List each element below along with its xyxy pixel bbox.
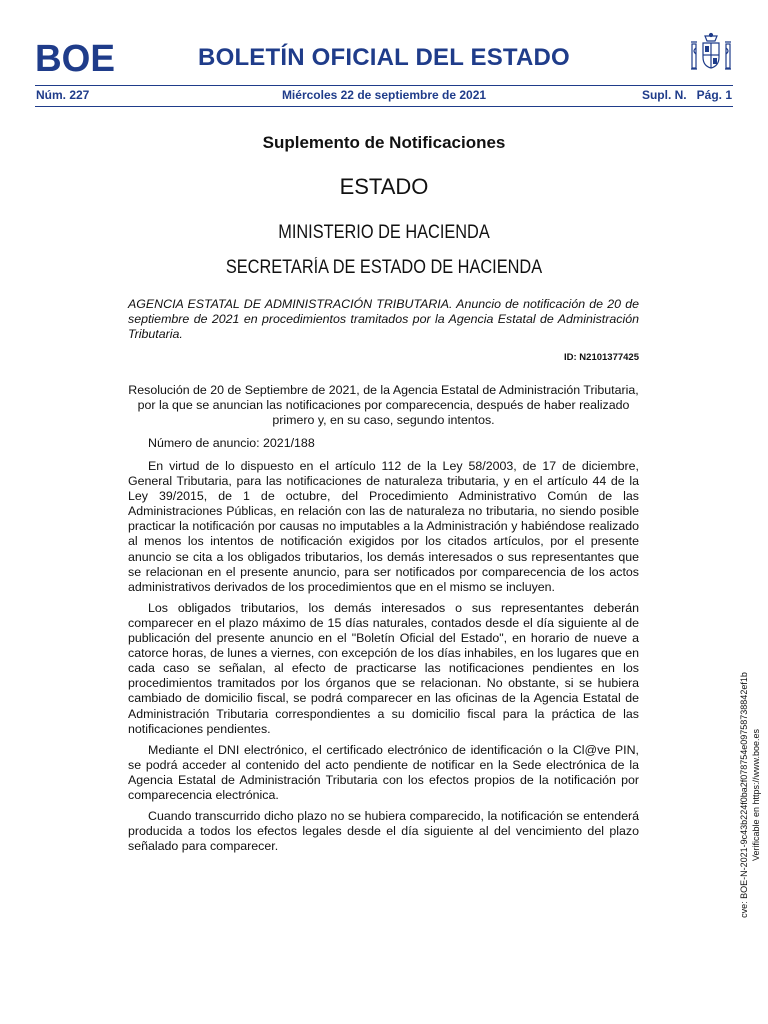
verification-code: cve: BOE-N-2021-9c43b224f0ba2f078754e09758738842ef1b — [739, 672, 749, 918]
issue-number: Núm. 227 — [36, 88, 90, 102]
announcement-summary: AGENCIA ESTATAL DE ADMINISTRACIÓN TRIBUTARIA. Anuncio de notificación de 20 de septiembre de 2021 en procedimientos tramitados por la Agencia Estatal de Administración Tributaria. — [128, 297, 639, 342]
page-number: Supl. N. Pág. 1 — [641, 88, 732, 102]
announcement-number: Número de anuncio: 2021/188 — [148, 436, 315, 450]
ministry-heading: MINISTERIO DE HACIENDA — [278, 222, 490, 243]
supplement-title: Suplemento de Notificaciones — [262, 133, 506, 152]
page-title: BOLETÍN OFICIAL DEL ESTADO — [198, 44, 570, 71]
issue-date: Miércoles 22 de septiembre de 2021 — [281, 88, 487, 102]
body-paragraph: En virtud de lo dispuesto en el artículo 112 de la Ley 58/2003, de 17 de diciembre, General Tributaria, para las notificaciones de naturaleza tributaria, y en el artículo 44 de la Ley 39/2015, de 1 de octubre, del Procedimiento Administrativo Común de las Administraciones Públicas, en relación con las de naturaleza no tributaria, no siendo posible practicar la notificación por causas no imputables a la Administración y habiéndose realizado al menos los intentos de notificación exigidos por los citados artículos, por el presente anuncio se cita a los obligados tributarios, los demás interesados o sus representantes que se relacionan en el presente anuncio, para ser notificados por comparecencia de los actos administrativos derivados de los procedimientos que en el mismo se incluyen. — [128, 459, 639, 594]
verification-url: Verificable en https://www.boe.es — [751, 728, 761, 862]
body-paragraph: Mediante el DNI electrónico, el certificado electrónico de identificación o la Cl@ve PIN, se podrá acceder al contenido del acto pendiente de notificar en la Sede electrónica de la Agencia Estatal de Administración Tributaria con los efectos propios de la notificación por comparecencia electrónica. — [128, 742, 639, 802]
header-rule-top — [35, 85, 733, 86]
boe-logo-text: BOE — [35, 40, 115, 74]
header-rule-bottom — [35, 106, 733, 107]
body-paragraph: Los obligados tributarios, los demás interesados o sus representantes deberán comparecer en el plazo máximo de 15 días naturales, contados desde el día siguiente al de publicación del presente anuncio en el "Boletín Oficial del Estado", en horario de nueve a catorce horas, de lunes a viernes, con excepción de los días inhabiles, en los lugares que en cada caso se señalan, al efecto de practicarse las notificaciones pendientes en los procedimientos tramitados por los órganos que se relacionan. No obstante, si se hubiera cambiado de domicilio fiscal, se podrá comparecer en las oficinas de la Agencia Estatal de Administración Tributaria correspondientes a su domicilio fiscal para la práctica de las notificaciones pendientes. — [128, 600, 639, 736]
state-heading: ESTADO — [339, 174, 429, 199]
announcement-id: ID: N2101377425 — [564, 352, 639, 363]
body-paragraph: Cuando transcurrido dicho plazo no se hubiera comparecido, la notificación se entenderá producida a todos los efectos legales desde el día siguiente al del vencimiento del plazo señalado para comparecer. — [128, 809, 639, 854]
coat-of-arms-icon — [688, 32, 734, 80]
announcement-body — [128, 459, 639, 860]
resolution-text: Resolución de 20 de Septiembre de 2021, de la Agencia Estatal de Administración Tributaria, por la que se anuncian las notificaciones por comparecencia, después de haber realizado primero y, en su caso, segundo intentos. — [128, 383, 639, 428]
secretariat-heading: SECRETARÍA DE ESTADO DE HACIENDA — [225, 257, 543, 278]
